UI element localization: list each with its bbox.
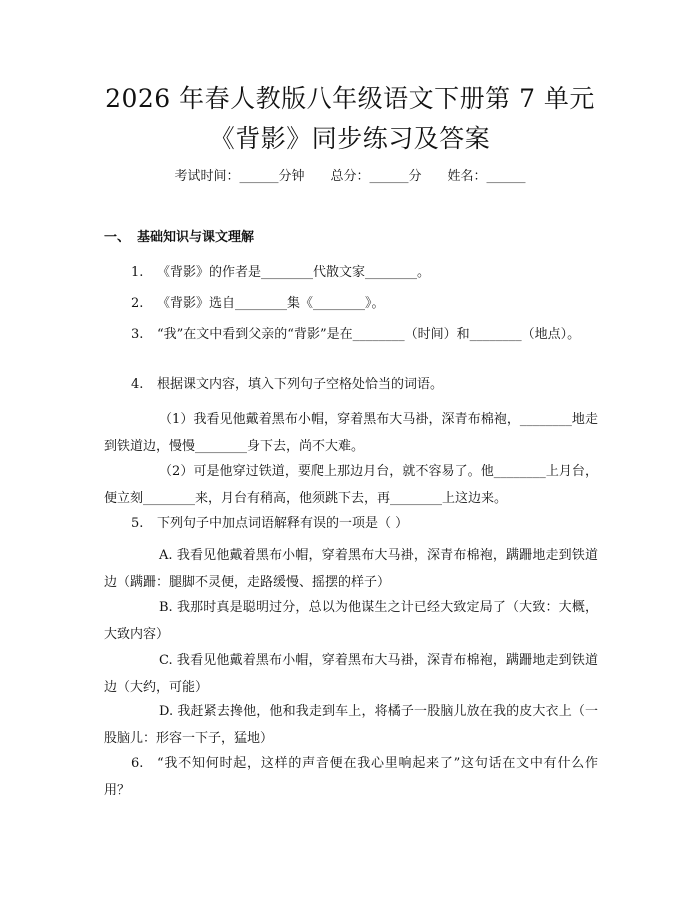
question-5-option-b: B. 我那时真是聪明过分，总以为他谋生之计已经大致定局了（大致：大概，大致内容）: [104, 600, 598, 642]
question-5: [104, 510, 598, 537]
document-title-line2: 《背影》同步练习及答案: [209, 124, 491, 153]
question-number: 1.: [131, 265, 144, 280]
section-heading: [104, 229, 254, 247]
question-5-option-c: C. 我看见他戴着黑布小帽，穿着黑布大马褂，深青布棉袍，蹒跚地走到铁道边（大约，可能）: [104, 653, 598, 695]
question-text: 下列句子中加点词语解释有误的一项是（ ）: [157, 516, 409, 531]
question-number: 2.: [131, 296, 144, 311]
exam-time: 考试时间：______分钟: [174, 169, 305, 184]
question-text: 《背影》的作者是________代散文家________。: [157, 265, 431, 280]
question-number: 5.: [131, 516, 144, 531]
question-text: “我”在文中看到父亲的“背影”是在________（时间）和________（地点）。: [157, 327, 581, 342]
question-number: 3.: [131, 327, 144, 342]
document-title-line1: 2026 年春人教版八年级语文下册第 7 单元: [105, 84, 595, 113]
exam-info: [0, 168, 700, 186]
question-text: “我不知何时起，这样的声音便在我心里响起来了”这句话在文中有什么作用？: [104, 756, 598, 798]
section-number: 一、: [104, 230, 131, 245]
question-4: [104, 371, 598, 398]
question-5-option-a: A. 我看见他戴着黑布小帽，穿着黑布大马褂，深青布棉袍，蹒跚地走到铁道边（蹒跚：腿脚不灵便，走路缓慢、摇摆的样子）: [104, 548, 598, 590]
question-4-sub-1: （1）我看见他戴着黑布小帽，穿着黑布大马褂，深青布棉袍，________地走到铁道边，慢慢________身下去，尚不大难。: [104, 412, 598, 454]
question-5-option-d: D. 我赶紧去搀他，他和我走到车上，将橘子一股脑儿放在我的皮大衣上（一股脑儿：形容一下子，猛地）: [104, 704, 598, 746]
student-name: 姓名：______: [447, 169, 526, 184]
question-6: [104, 750, 598, 804]
question-1: [104, 259, 598, 286]
question-text: 《背影》选自________集《________》。: [157, 296, 385, 311]
question-2: [104, 290, 598, 317]
total-score: 总分：______分: [330, 169, 422, 184]
question-number: 4.: [131, 377, 144, 392]
question-3: [104, 321, 598, 348]
question-text: 根据课文内容，填入下列句子空格处恰当的词语。: [157, 377, 444, 392]
question-number: 6.: [131, 756, 144, 771]
section-title: 基础知识与课文理解: [137, 230, 255, 245]
question-4-sub-2: （2）可是他穿过铁道，要爬上那边月台，就不容易了。他________上月台，便立刻________来，月台有稍高，他须跳下去，再________上这边来。: [104, 464, 598, 506]
